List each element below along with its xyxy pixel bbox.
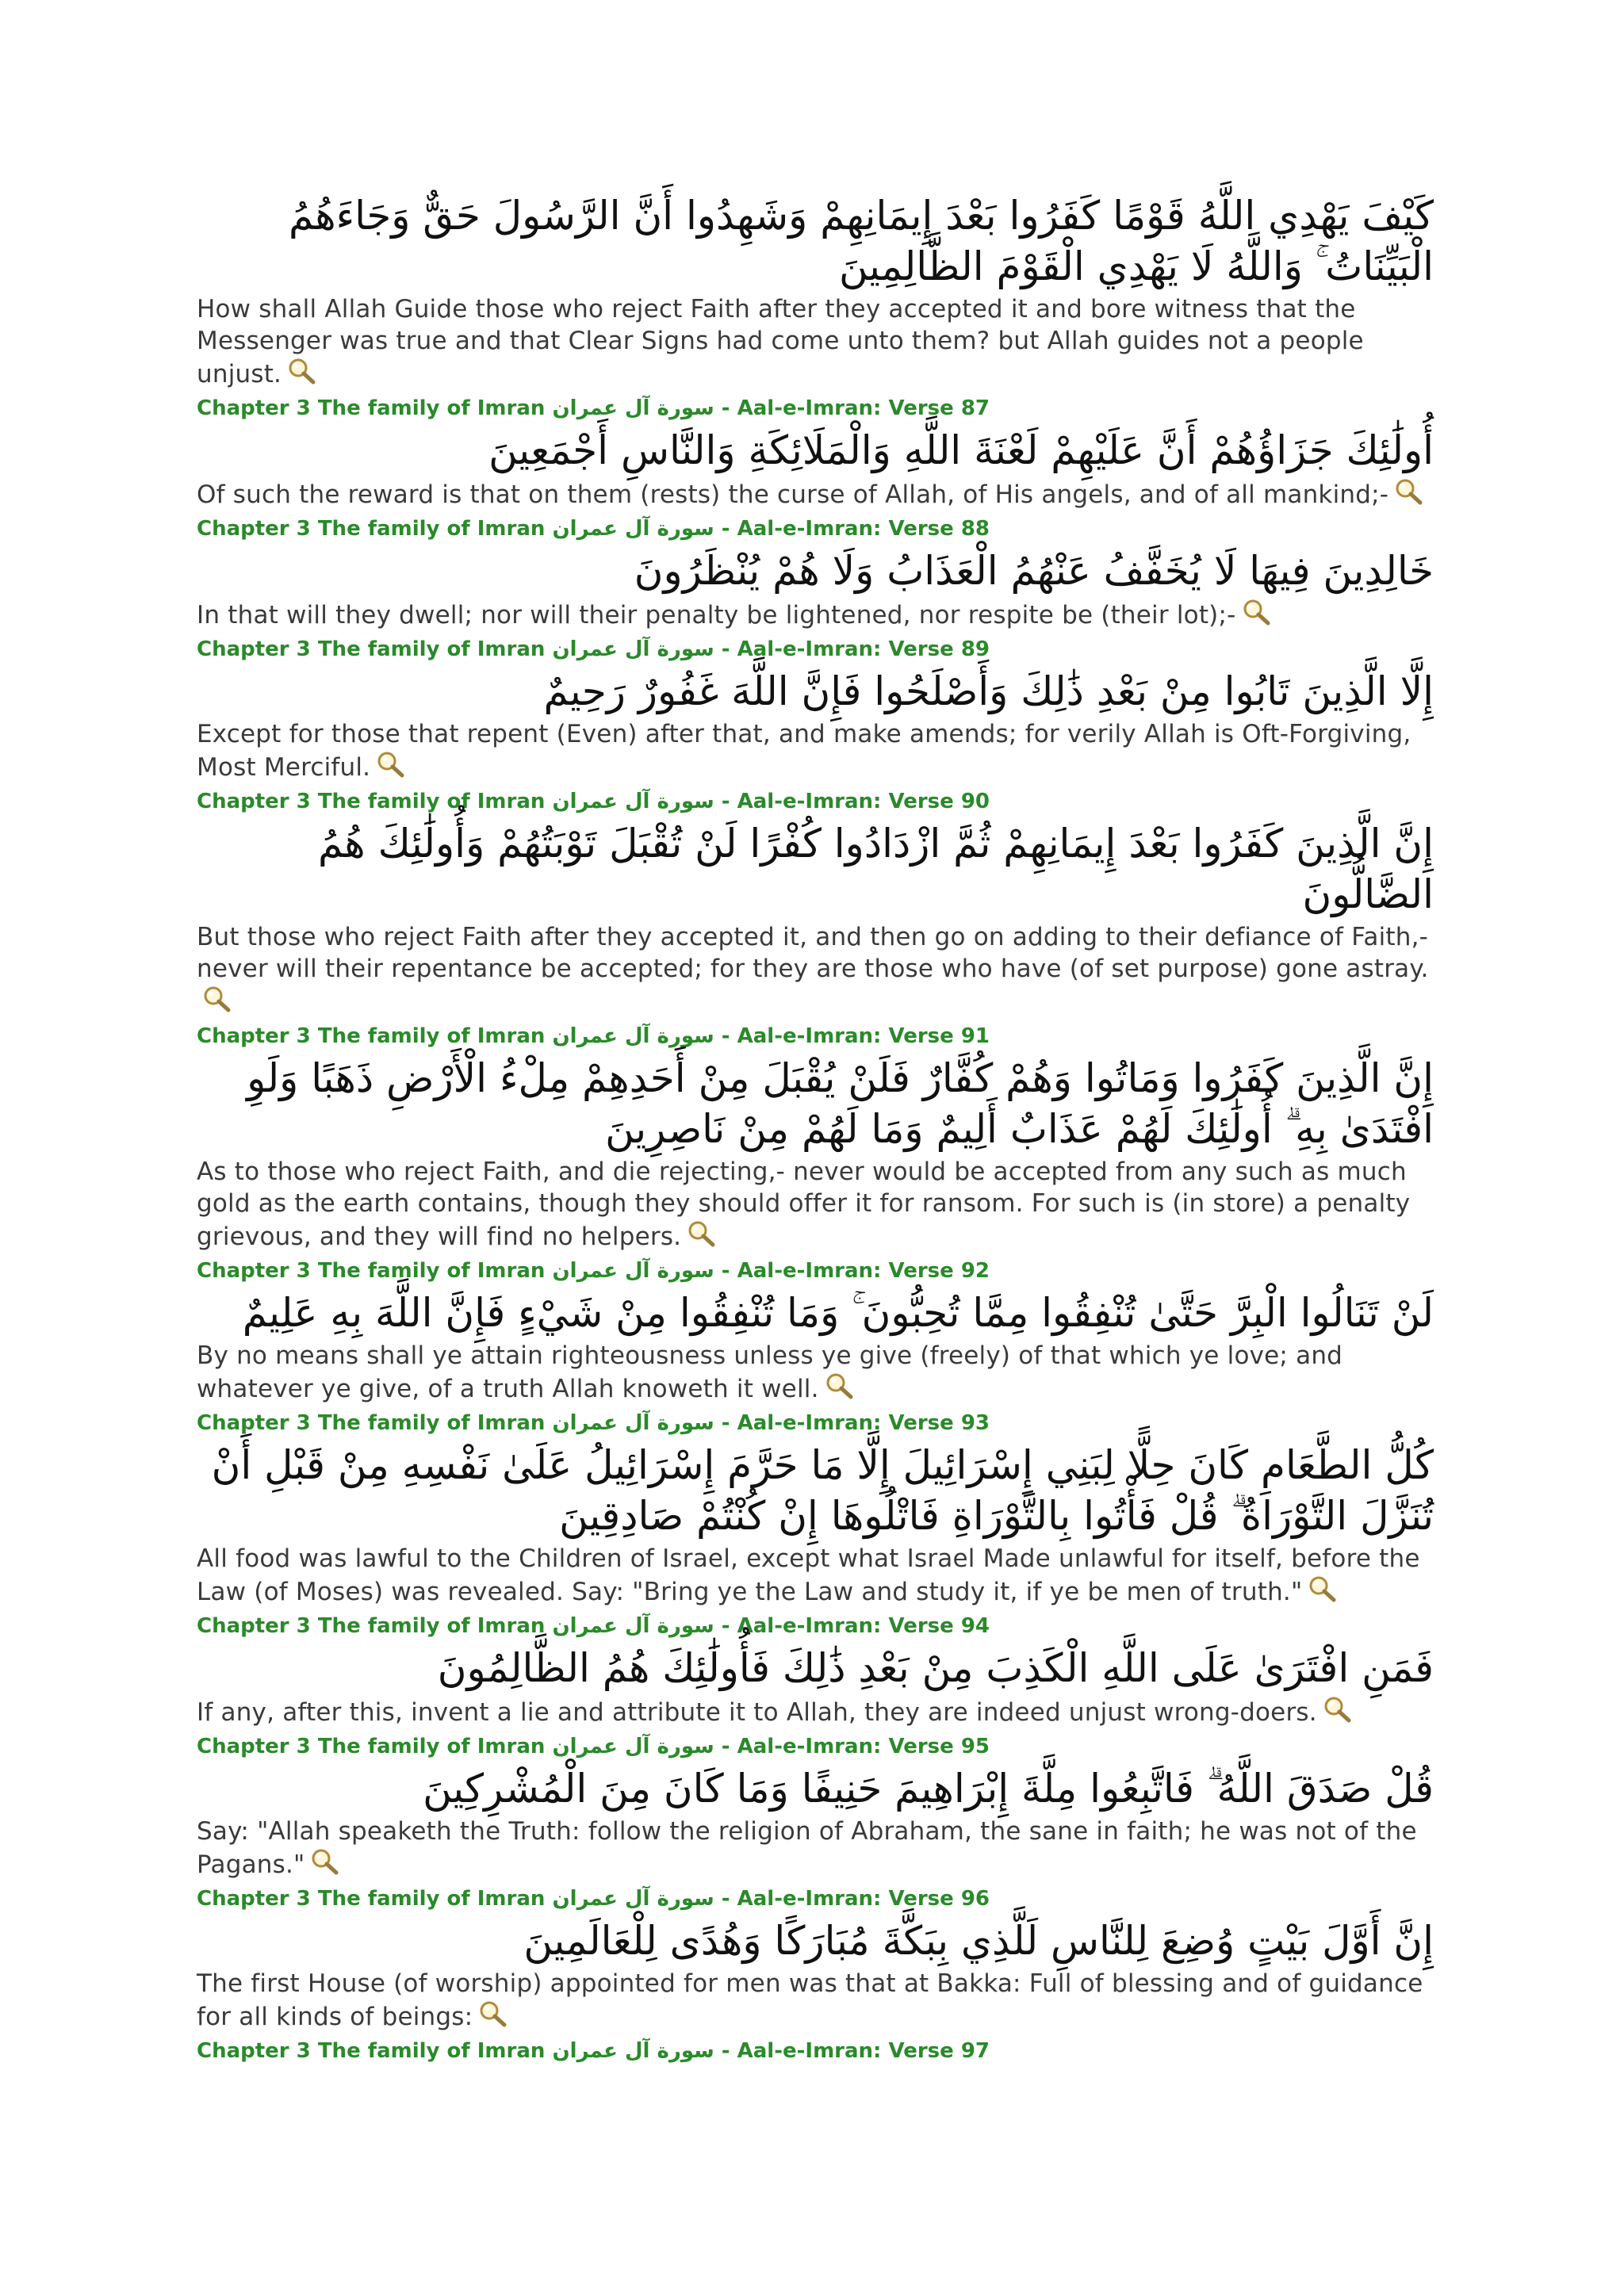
chapter-name: Chapter 3 The family of Imran: [197, 1024, 546, 1048]
chapter-name: Chapter 3 The family of Imran: [197, 1887, 546, 1911]
chapter-name: Chapter 3 The family of Imran: [197, 396, 546, 420]
magnifier-icon[interactable]: [824, 1372, 856, 1400]
chapter-verse-heading[interactable]: [197, 1256, 1434, 1286]
chapter-verse-heading[interactable]: [197, 1611, 1434, 1641]
arabic-verse-text: إِنَّ أَوَّلَ بَيْتٍ وُضِعَ لِلنَّاسِ لَلَّذِي بِبَكَّةَ مُبَارَكًا وَهُدًى لِلْعَالَمِينَ: [523, 1918, 1434, 1964]
verse-block: [197, 818, 1434, 1051]
translation-text: If any, after this, invent a lie and attribute it to Allah, they are indeed unjust wrong-doers.: [197, 1698, 1317, 1727]
chapter-name: Chapter 3 The family of Imran: [197, 637, 546, 661]
magnifier-icon[interactable]: [1393, 477, 1425, 506]
verse-reference: - Aal-e-Imran: Verse 95: [721, 1735, 990, 1758]
verse-reference: - Aal-e-Imran: Verse 92: [721, 1259, 990, 1283]
arabic-verse-text: أُولَٰئِكَ جَزَاؤُهُمْ أَنَّ عَلَيْهِمْ لَعْنَةَ اللَّهِ وَالْمَلَائِكَةِ وَالنَّاسِ أَجْمَعِينَ: [488, 427, 1434, 473]
english-translation: [197, 1968, 1434, 2033]
verse-reference: - Aal-e-Imran: Verse 88: [721, 517, 990, 541]
translation-text: By no means shall ye attain righteousness unless ye give (freely) of that which ye love; and whatever ye give, of a truth Allah knoweth it well.: [197, 1341, 1343, 1403]
verse-block: [197, 545, 1434, 664]
arabic-verse-text: إِنَّ الَّذِينَ كَفَرُوا بَعْدَ إِيمَانِهِمْ ثُمَّ ازْدَادُوا كُفْرًا لَنْ تُقْبَلَ تَوْبَتُهُمْ وَأُولَٰئِكَ هُمُ الضَّالُّونَ: [318, 821, 1434, 917]
magnifier-icon[interactable]: [686, 1219, 718, 1248]
verse-block: [197, 1763, 1434, 1914]
verse-reference: - Aal-e-Imran: Verse 93: [721, 1411, 990, 1435]
verse-block: [197, 666, 1434, 817]
translation-text: The first House (of worship) appointed for men was that at Bakka: Full of blessing and of guidance for all kinds of beings:: [197, 1969, 1423, 2031]
translation-text: How shall Allah Guide those who reject Faith after they accepted it and bore witness that the Messenger was true and that Clear Signs had come unto them? but Allah guides not a people unjust.: [197, 295, 1364, 388]
surah-arabic-name: سورة آل عمران: [552, 1735, 714, 1758]
translation-text: As to those who reject Faith, and die rejecting,- never would be accepted from any such as much gold as the earth contains, though they should offer it for ransom. For such is (in store) a penalty grievous, and they will find no helpers.: [197, 1158, 1411, 1251]
verse-reference: - Aal-e-Imran: Verse 87: [721, 396, 990, 420]
arabic-verse-text: لَنْ تَنَالُوا الْبِرَّ حَتَّىٰ تُنْفِقُوا مِمَّا تُحِبُّونَ ۚ وَمَا تُنْفِقُوا مِنْ شَيْءٍ فَإِنَّ اللَّهَ بِهِ عَلِيمٌ: [242, 1290, 1434, 1336]
magnifier-icon[interactable]: [201, 985, 233, 1013]
chapter-name: Chapter 3 The family of Imran: [197, 517, 546, 541]
verse-block: [197, 1440, 1434, 1641]
magnifier-icon[interactable]: [286, 357, 318, 385]
surah-arabic-name: سورة آل عمران: [552, 1024, 714, 1048]
translation-text: Except for those that repent (Even) after that, and make amends; for verily Allah is Oft-Forgiving, Most Merciful.: [197, 720, 1411, 782]
arabic-verse-text: فَمَنِ افْتَرَىٰ عَلَى اللَّهِ الْكَذِبَ مِنْ بَعْدِ ذَٰلِكَ فَأُولَٰئِكَ هُمُ الظَّالِمُونَ: [437, 1645, 1434, 1691]
verse-block: [197, 1288, 1434, 1438]
verse-block: [197, 190, 1434, 423]
verse-block: [197, 1915, 1434, 2066]
english-translation: [197, 1340, 1434, 1405]
chapter-name: Chapter 3 The family of Imran: [197, 1259, 546, 1283]
surah-arabic-name: سورة آل عمران: [552, 2039, 714, 2063]
english-translation: [197, 1816, 1434, 1881]
magnifier-icon[interactable]: [1307, 1575, 1339, 1603]
translation-text: Say: "Allah speaketh the Truth: follow the religion of Abraham, the sane in faith; he was not of the Pagans.": [197, 1817, 1417, 1879]
translation-text: All food was lawful to the Children of Israel, except what Israel Made unlawful for itself, before the Law (of Moses) was revealed. Say: "Bring ye the Law and study it, if ye be men of truth.": [197, 1544, 1420, 1606]
document-page: [197, 190, 1434, 2068]
translation-text: In that will they dwell; nor will their penalty be lightened, nor respite be (their lot);-: [197, 601, 1236, 629]
surah-arabic-name: سورة آل عمران: [552, 637, 714, 661]
english-translation: [197, 921, 1434, 1018]
surah-arabic-name: سورة آل عمران: [552, 1887, 714, 1911]
chapter-verse-heading[interactable]: [197, 1408, 1434, 1438]
english-translation: [197, 1543, 1434, 1608]
verse-reference: - Aal-e-Imran: Verse 90: [721, 790, 990, 813]
chapter-verse-heading[interactable]: [197, 2036, 1434, 2066]
arabic-verse-text: إِلَّا الَّذِينَ تَابُوا مِنْ بَعْدِ ذَٰلِكَ وَأَصْلَحُوا فَإِنَّ اللَّهَ غَفُورٌ رَحِيمٌ: [543, 668, 1434, 714]
chapter-verse-heading[interactable]: [197, 786, 1434, 817]
magnifier-icon[interactable]: [309, 1847, 341, 1876]
english-translation: [197, 718, 1434, 783]
arabic-verse-text: كَيْفَ يَهْدِي اللَّهُ قَوْمًا كَفَرُوا بَعْدَ إِيمَانِهِمْ وَشَهِدُوا أَنَّ الرَّسُولَ حَقٌّ وَجَاءَهُمُ الْبَيِّنَاتُ ۚ وَاللَّهُ لَا يَهْدِي الْقَوْمَ الظَّالِمِينَ: [288, 193, 1434, 289]
arabic-verse-text: إِنَّ الَّذِينَ كَفَرُوا وَمَاتُوا وَهُمْ كُفَّارٌ فَلَنْ يُقْبَلَ مِنْ أَحَدِهِمْ مِلْءُ الْأَرْضِ ذَهَبًا وَلَوِ افْتَدَىٰ بِهِ ۗ أُولَٰئِكَ لَهُمْ عَذَابٌ أَلِيمٌ وَمَا لَهُمْ مِنْ نَاصِرِينَ: [247, 1055, 1434, 1152]
chapter-verse-heading[interactable]: [197, 1884, 1434, 1914]
surah-arabic-name: سورة آل عمران: [552, 396, 714, 420]
verse-reference: - Aal-e-Imran: Verse 94: [721, 1614, 990, 1638]
arabic-verse-text: قُلْ صَدَقَ اللَّهُ ۗ فَاتَّبِعُوا مِلَّةَ إِبْرَاهِيمَ حَنِيفًا وَمَا كَانَ مِنَ الْمُشْرِكِينَ: [423, 1766, 1434, 1812]
verse-block: [197, 425, 1434, 544]
chapter-verse-heading[interactable]: [197, 393, 1434, 423]
verse-reference: - Aal-e-Imran: Verse 89: [721, 637, 990, 661]
verse-block: [197, 1643, 1434, 1762]
chapter-verse-heading[interactable]: [197, 1732, 1434, 1762]
chapter-verse-heading[interactable]: [197, 1021, 1434, 1051]
english-translation: [197, 598, 1434, 631]
surah-arabic-name: سورة آل عمران: [552, 1614, 714, 1638]
verse-reference: - Aal-e-Imran: Verse 91: [721, 1024, 990, 1048]
chapter-verse-heading[interactable]: [197, 634, 1434, 664]
chapter-name: Chapter 3 The family of Imran: [197, 1411, 546, 1435]
magnifier-icon[interactable]: [375, 750, 407, 779]
verse-reference: - Aal-e-Imran: Verse 96: [721, 1887, 990, 1911]
chapter-verse-heading[interactable]: [197, 514, 1434, 544]
chapter-name: Chapter 3 The family of Imran: [197, 1614, 546, 1638]
surah-arabic-name: سورة آل عمران: [552, 1411, 714, 1435]
english-translation: [197, 1695, 1434, 1728]
chapter-name: Chapter 3 The family of Imran: [197, 1735, 546, 1758]
english-translation: [197, 477, 1434, 511]
chapter-name: Chapter 3 The family of Imran: [197, 2039, 546, 2063]
verse-reference: - Aal-e-Imran: Verse 97: [721, 2039, 990, 2063]
surah-arabic-name: سورة آل عمران: [552, 1259, 714, 1283]
english-translation: [197, 1156, 1434, 1253]
surah-arabic-name: سورة آل عمران: [552, 790, 714, 813]
translation-text: But those who reject Faith after they accepted it, and then go on adding to their defiance of Faith,- never will their repentance be accepted; for they are those who have (of set purpose) gone astray.: [197, 923, 1429, 983]
arabic-verse-text: خَالِدِينَ فِيهَا لَا يُخَفَّفُ عَنْهُمُ الْعَذَابُ وَلَا هُمْ يُنْظَرُونَ: [634, 548, 1434, 594]
magnifier-icon[interactable]: [1322, 1695, 1354, 1724]
magnifier-icon[interactable]: [477, 1999, 509, 2028]
translation-text: Of such the reward is that on them (rests) the curse of Allah, of His angels, and of all mankind;-: [197, 480, 1389, 509]
verse-block: [197, 1053, 1434, 1286]
english-translation: [197, 293, 1434, 390]
arabic-verse-text: كُلُّ الطَّعَامِ كَانَ حِلًّا لِبَنِي إِسْرَائِيلَ إِلَّا مَا حَرَّمَ إِسْرَائِيلُ عَلَىٰ نَفْسِهِ مِنْ قَبْلِ أَنْ تُنَزَّلَ التَّوْرَاةُ ۗ قُلْ فَأْتُوا بِالتَّوْرَاةِ فَاتْلُوهَا إِنْ كُنْتُمْ صَادِقِينَ: [211, 1442, 1434, 1539]
surah-arabic-name: سورة آل عمران: [552, 517, 714, 541]
magnifier-icon[interactable]: [1241, 598, 1273, 626]
chapter-name: Chapter 3 The family of Imran: [197, 790, 546, 813]
